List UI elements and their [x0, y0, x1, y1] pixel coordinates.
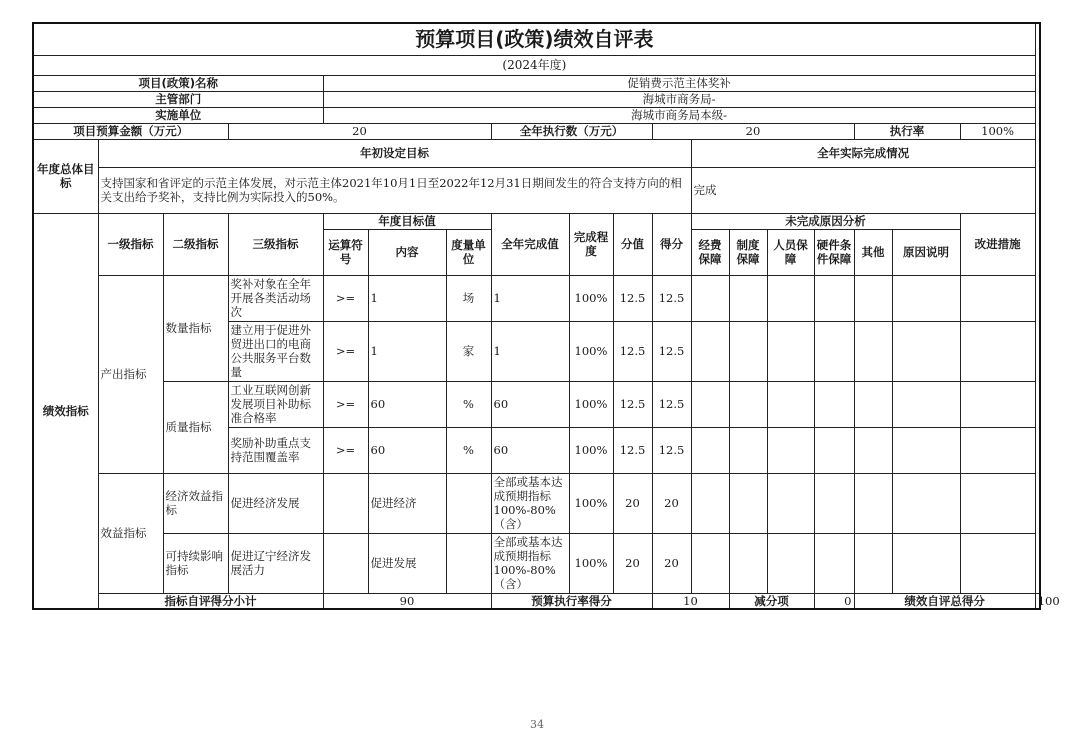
- actual-cell: 60: [491, 381, 569, 427]
- dept-label: 主管部门: [33, 91, 323, 107]
- annual-goal-label: 年度总体目标: [33, 139, 98, 213]
- header-operator: 运算符号: [323, 229, 368, 275]
- score-value-cell: 20: [613, 533, 652, 593]
- budget-rate-value: 10: [652, 593, 729, 609]
- level3-cell: 建立用于促进外贸进出口的电商公共服务平台数量: [228, 321, 323, 381]
- table-row: [33, 381, 1040, 427]
- initial-goal-text: 支持国家和省评定的示范主体发展，对示范主体2021年10月1日至2022年12月31日期间发生的符合支持方向的相关支出给予奖补，支持比例为实际投入的50%。: [98, 167, 691, 213]
- unit-cell: 家: [446, 321, 491, 381]
- header-level3: 三级指标: [228, 213, 323, 275]
- table-row: [33, 533, 1040, 593]
- page-title: 预算项目(政策)绩效自评表: [33, 23, 1035, 55]
- deduction-label: 减分项: [729, 593, 814, 609]
- budget-value: 20: [228, 123, 491, 139]
- unit-cell: %: [446, 427, 491, 473]
- header-score: 得分: [652, 213, 691, 275]
- project-name-label: 项目(政策)名称: [33, 75, 323, 91]
- deduction-value: 0: [814, 593, 854, 609]
- header-reason-staff: 人员保障: [767, 229, 814, 275]
- score-cell: 20: [652, 533, 691, 593]
- header-reason-hardware: 硬件条件保障: [814, 229, 854, 275]
- operator-cell: >=: [323, 381, 368, 427]
- completion-cell: 100%: [569, 427, 613, 473]
- performance-table: [32, 22, 1060, 610]
- unit-label: 实施单位: [33, 107, 323, 123]
- score-cell: 12.5: [652, 381, 691, 427]
- completion-cell: 100%: [569, 533, 613, 593]
- header-reason-system: 制度保障: [729, 229, 767, 275]
- completion-cell: 100%: [569, 321, 613, 381]
- score-value-cell: 20: [613, 473, 652, 533]
- actual-cell: 1: [491, 275, 569, 321]
- completion-cell: 100%: [569, 275, 613, 321]
- content-cell: 60: [368, 427, 446, 473]
- header-actual: 全年完成值: [491, 213, 569, 275]
- content-cell: 1: [368, 275, 446, 321]
- header-content: 内容: [368, 229, 446, 275]
- table-row: [33, 275, 1040, 321]
- operator-cell: >=: [323, 275, 368, 321]
- subtotal-value: 90: [323, 593, 491, 609]
- project-name-value: 促销费示范主体奖补: [323, 75, 1035, 91]
- header-reason-funds: 经费保障: [691, 229, 729, 275]
- score-cell: 12.5: [652, 275, 691, 321]
- header-completion: 完成程度: [569, 213, 613, 275]
- completion-cell: 100%: [569, 473, 613, 533]
- exec-value: 20: [652, 123, 854, 139]
- operator-cell: [323, 473, 368, 533]
- operator-cell: >=: [323, 321, 368, 381]
- actual-status-header: 全年实际完成情况: [691, 139, 1035, 167]
- actual-status-text: 完成: [691, 167, 1035, 213]
- total-label: 绩效自评总得分: [854, 593, 1035, 609]
- actual-cell: 全部或基本达成预期指标100%-80%（含）: [491, 533, 569, 593]
- group-sustain: 可持续影响指标: [163, 533, 228, 593]
- operator-cell: >=: [323, 427, 368, 473]
- unit-cell: %: [446, 381, 491, 427]
- score-cell: 12.5: [652, 427, 691, 473]
- group-quantity: 数量指标: [163, 275, 228, 381]
- score-cell: 20: [652, 473, 691, 533]
- score-value-cell: 12.5: [613, 427, 652, 473]
- budget-label: 项目预算金额（万元）: [33, 123, 228, 139]
- level3-cell: 工业互联网创新发展项目补助标准合格率: [228, 381, 323, 427]
- rate-label: 执行率: [854, 123, 960, 139]
- actual-cell: 1: [491, 321, 569, 381]
- score-value-cell: 12.5: [613, 381, 652, 427]
- content-cell: 促进经济: [368, 473, 446, 533]
- score-value-cell: 12.5: [613, 275, 652, 321]
- level3-cell: 促进经济发展: [228, 473, 323, 533]
- header-target: 年度目标值: [323, 213, 491, 229]
- rate-value: 100%: [960, 123, 1035, 139]
- unit-value: 海城市商务局本级-: [323, 107, 1035, 123]
- completion-cell: 100%: [569, 381, 613, 427]
- score-value-cell: 12.5: [613, 321, 652, 381]
- year-label: (2024年度): [33, 55, 1035, 75]
- header-level2: 二级指标: [163, 213, 228, 275]
- page-number: 34: [530, 718, 544, 731]
- exec-label: 全年执行数（万元）: [491, 123, 652, 139]
- level3-cell: 奖补对象在全年开展各类活动场次: [228, 275, 323, 321]
- header-score-value: 分值: [613, 213, 652, 275]
- header-unit: 度量单位: [446, 229, 491, 275]
- budget-rate-label: 预算执行率得分: [491, 593, 652, 609]
- initial-goal-header: 年初设定目标: [98, 139, 691, 167]
- group-econ: 经济效益指标: [163, 473, 228, 533]
- level3-cell: 奖励补助重点支持范围覆盖率: [228, 427, 323, 473]
- table-row: [33, 473, 1040, 533]
- unit-cell: 场: [446, 275, 491, 321]
- unit-cell: [446, 533, 491, 593]
- header-improve: 改进措施: [960, 213, 1035, 275]
- group-output: 产出指标: [98, 275, 163, 473]
- group-benefit: 效益指标: [98, 473, 163, 593]
- header-reason-other: 其他: [854, 229, 892, 275]
- content-cell: 60: [368, 381, 446, 427]
- level3-cell: 促进辽宁经济发展活力: [228, 533, 323, 593]
- actual-cell: 60: [491, 427, 569, 473]
- group-quality: 质量指标: [163, 381, 228, 473]
- subtotal-label: 指标自评得分小计: [98, 593, 323, 609]
- header-reason-explain: 原因说明: [892, 229, 960, 275]
- content-cell: 促进发展: [368, 533, 446, 593]
- content-cell: 1: [368, 321, 446, 381]
- dept-value: 海城市商务局-: [323, 91, 1035, 107]
- total-value: 100: [1035, 593, 1040, 609]
- unit-cell: [446, 473, 491, 533]
- header-reason: 未完成原因分析: [691, 213, 960, 229]
- indicators-label: 绩效指标: [33, 213, 98, 609]
- actual-cell: 全部或基本达成预期指标100%-80%（含）: [491, 473, 569, 533]
- score-cell: 12.5: [652, 321, 691, 381]
- header-level1: 一级指标: [98, 213, 163, 275]
- operator-cell: [323, 533, 368, 593]
